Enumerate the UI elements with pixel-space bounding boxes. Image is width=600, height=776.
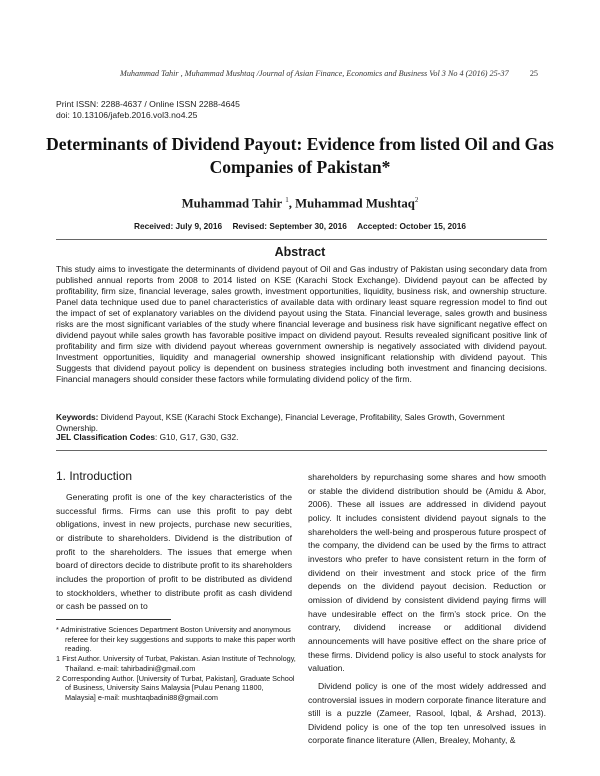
doi-line: doi: 10.13106/jafeb.2016.vol3.no4.25	[56, 110, 198, 120]
intro-paragraph-left: Generating profit is one of the key characteristics of the successful firms. Firms can use this profit to pay debt obligations, invest in new projects, purchase new securities, or distribute to shareholders. Dividend is the distribution of profit to the shareholders. The issues that emerge when board of directors decide to distribute profit to its shareholders includes the proportion of profit to be distributed as dividend to stockholders, whether to distribute profit as cash dividend or cash be passed on to	[56, 492, 292, 612]
paper-title	[40, 133, 560, 179]
jel-text: : G10, G17, G30, G32.	[154, 432, 239, 442]
revised-date: Revised: September 30, 2016	[232, 221, 347, 231]
divider-top	[56, 239, 547, 240]
abstract-body: This study aims to investigate the determinants of dividend payout of Oil and Gas industry of Pakistan using secondary data from published annual reports from 2008 to 2014 listed on KSE (Karachi Stock Exchange). Dividend payout can be affected by profitability, firm size, financial leverage, sales growth, investment opportunities, liquidity, business risk, and ownership structure. Panel data technique used due to panel characteristics of available data with ordinary least square regression model to find out the impact of set of explanatory variables on the dividend payout using the Stata. Financial leverage, sales growth and business risks are the most significant variables of the study where financial leverage and business risk have significant negative effect on dividend payout while sales growth has favorable positive impact on dividend payout. Results revealed significant positive link of profitability and firm size with dividend payout whereas government ownership is negatively associated with dividend payout. Investment opportunities, liquidity and managerial ownership showed insignificant relationship with dividend payout. This Suggests that dividend payout policy is dependent on business strategies including both investment and financing decisions. Financial managers should consider these factors while formulating dividend policy of the firm.	[56, 264, 547, 385]
author-1-sup: 1	[285, 196, 289, 204]
author-separator: ,	[288, 196, 292, 211]
intro-paragraph-right-1: shareholders by repurchasing some shares and how smooth or stable the dividend distribution should be (Amidu & Abor, 2006). These all issues are addressed in dividend payout policy. It includes consistent dividend payout signals to the shareholders the well-being and prosperous future prospect of the company, the dividend can be used by the firms to attract investors who prefer to have consistent return in the form of dividend on their investment and stock price of the firm depends on the dividend payout decision. Reduction or omission of dividend by consistent dividend paying firms will have undesirable effect on the firm’s stock price. On the contrary, dividend increase or additional dividend announcements will have positive effect on the share price of these firms. Dividend policy is also useful to stock analysts for valuation.	[308, 472, 546, 674]
keywords-text: Dividend Payout, KSE (Karachi Stock Exchange), Financial Leverage, Profitability, Sales Growth, Government Ownership.	[56, 412, 505, 433]
footnote-author-1: 1 First Author. University of Turbat, Pakistan. Asian Institute of Technology, Thailand. e-mail: tahirbadini@gmail.com	[56, 654, 296, 673]
divider-bottom	[56, 450, 547, 451]
dates-line	[40, 221, 560, 231]
author-line	[40, 196, 560, 211]
left-column	[56, 468, 292, 614]
author-2-name: Muhammad Mushtaq	[295, 196, 415, 211]
page-number: 25	[529, 69, 538, 78]
section-heading-introduction: 1. Introduction	[56, 469, 133, 483]
right-column	[308, 471, 546, 748]
title-line-2: Companies of Pakistan*	[209, 157, 391, 177]
intro-paragraph-right-2: Dividend policy is one of the most widely addressed and controversial issues in modern corporate finance literature and still is a puzzle (Zameer, Rasool, Iqbal, & Arshad, 2013). Dividend policy is one of the top ten unresolved issues in corporate finance literature (Allen, Brealey, Mohanty, &	[308, 680, 546, 746]
keywords-label: Keywords:	[56, 412, 99, 422]
footnote-acknowledgement: * Administrative Sciences Department Boston University and anonymous referee for their key suggestions and supports to make this paper worth reading.	[56, 625, 296, 654]
footnotes	[56, 625, 296, 703]
running-head	[120, 69, 550, 78]
keywords-line	[56, 412, 547, 434]
issn-block	[56, 99, 240, 121]
received-date: Received: July 9, 2016	[134, 221, 223, 231]
abstract-heading: Abstract	[274, 245, 326, 259]
running-head-text: Muhammad Tahir , Muhammad Mushtaq /Journal of Asian Finance, Economics and Business Vol 3 No 4 (2016) 25-37	[120, 69, 509, 78]
title-line-1: Determinants of Dividend Payout: Evidence from listed Oil and Gas	[46, 134, 554, 154]
accepted-date: Accepted: October 15, 2016	[357, 221, 466, 231]
author-1-name: Muhammad Tahir	[181, 196, 282, 211]
footnote-author-2: 2 Corresponding Author. [University of Turbat, Pakistan], Graduate School of Business, University Sains Malaysia [Pulau Penang 11800, Malaysia] e-mail: mushtaqbadini88@gmail.com	[56, 673, 295, 702]
issn-line: Print ISSN: 2288-4637 / Online ISSN 2288-4645	[56, 99, 240, 109]
jel-line	[56, 432, 547, 443]
author-2-sup: 2	[414, 196, 419, 204]
jel-label: JEL Classification Codes	[56, 432, 155, 442]
footnote-rule	[56, 619, 171, 620]
